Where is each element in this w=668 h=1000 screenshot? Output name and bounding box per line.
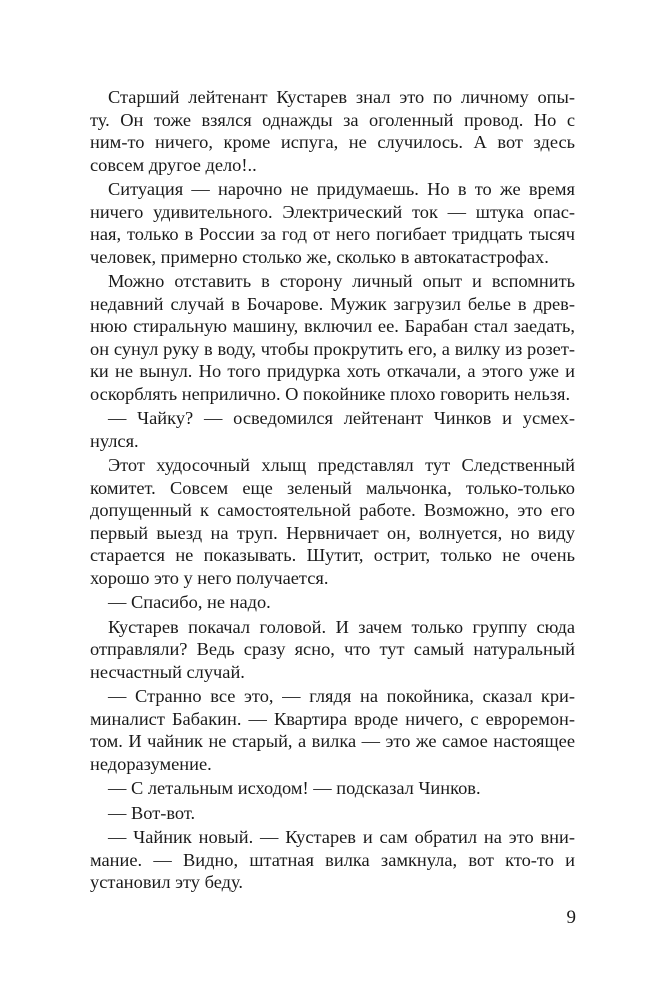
text-line: недавний случай в Бочарове. Мужик загрузил белье в древ-	[90, 293, 575, 314]
text-line: ту. Он тоже взялся однажды за оголенный провод. Но с	[90, 109, 575, 130]
body-text	[90, 86, 575, 894]
text-line: ки не вынул. Но того придурка хоть откачали, а этого уже и	[90, 361, 575, 381]
text-line: миналист Бабакин. — Квартира вроде ничего, с евроремон-	[90, 708, 575, 729]
text-line: несчастный случай.	[90, 661, 245, 682]
text-line: нюю стиральную машину, включил ее. Барабан стал заедать,	[90, 316, 575, 336]
text-line: Кустарев покачал головой. И зачем только группу сюда	[108, 616, 575, 637]
text-line: человек, примерно столько же, сколько в автокатастрофах.	[90, 246, 549, 267]
text-line: Этот худосочный хлыщ представлял тут Следственный	[108, 455, 575, 475]
text-line: отправляли? Ведь сразу ясно, что тут самый натуральный	[90, 639, 575, 659]
page-number: 9	[566, 907, 576, 928]
text-line: — Чайник новый. — Кустарев и сам обратил на это вни-	[108, 827, 575, 847]
text-line: старается не показывать. Шутит, острит, только не очень	[90, 545, 575, 565]
text-line: — С летальным исходом! — подсказал Чинков.	[108, 778, 481, 798]
text-line: ним-то ничего, кроме испуга, не случилось. А вот здесь	[90, 132, 575, 152]
text-line: Можно отставить в сторону личный опыт и вспомнить	[108, 271, 575, 291]
text-line: нулся.	[90, 430, 139, 451]
text-line: ничего удивительного. Электрический ток — штука опас-	[90, 201, 575, 222]
text-line: Ситуация — нарочно не придумаешь. Но в то же время	[108, 179, 575, 199]
text-line: — Странно все это, — глядя на покойника, сказал кри-	[108, 686, 575, 706]
text-line: том. И чайник не старый, а вилка — это же самое настоящее	[90, 731, 575, 751]
text-line: недоразумение.	[90, 753, 212, 774]
text-line: хорошо это у него получается.	[90, 567, 329, 588]
text-line: мание. — Видно, штатная вилка замкнула, вот кто-то и	[90, 849, 575, 870]
text-line: совсем другое дело!..	[90, 154, 257, 175]
text-line: оскорблять неприлично. О покойнике плохо говорить нельзя.	[90, 383, 571, 404]
text-line: первый выезд на труп. Нервничает он, волнуется, но виду	[90, 522, 575, 543]
text-line: ная, только в России за год от него погибает тридцать тысяч	[90, 224, 575, 244]
text-line: установил эту беду.	[90, 872, 243, 892]
text-line: — Спасибо, не надо.	[108, 592, 271, 612]
text-line: — Вот-вот.	[108, 802, 196, 823]
text-line: комитет. Совсем еще зеленый мальчонка, только-только	[90, 477, 575, 498]
text-line: — Чайку? — осведомился лейтенант Чинков и усмех-	[108, 408, 575, 428]
text-line: он сунул руку в воду, чтобы прокрутить его, а вилку из розет-	[90, 338, 575, 359]
text-line: Старший лейтенант Кустарев знал это по личному опы-	[108, 87, 575, 107]
text-line: допущенный к самостоятельной работе. Возможно, это его	[90, 500, 575, 520]
